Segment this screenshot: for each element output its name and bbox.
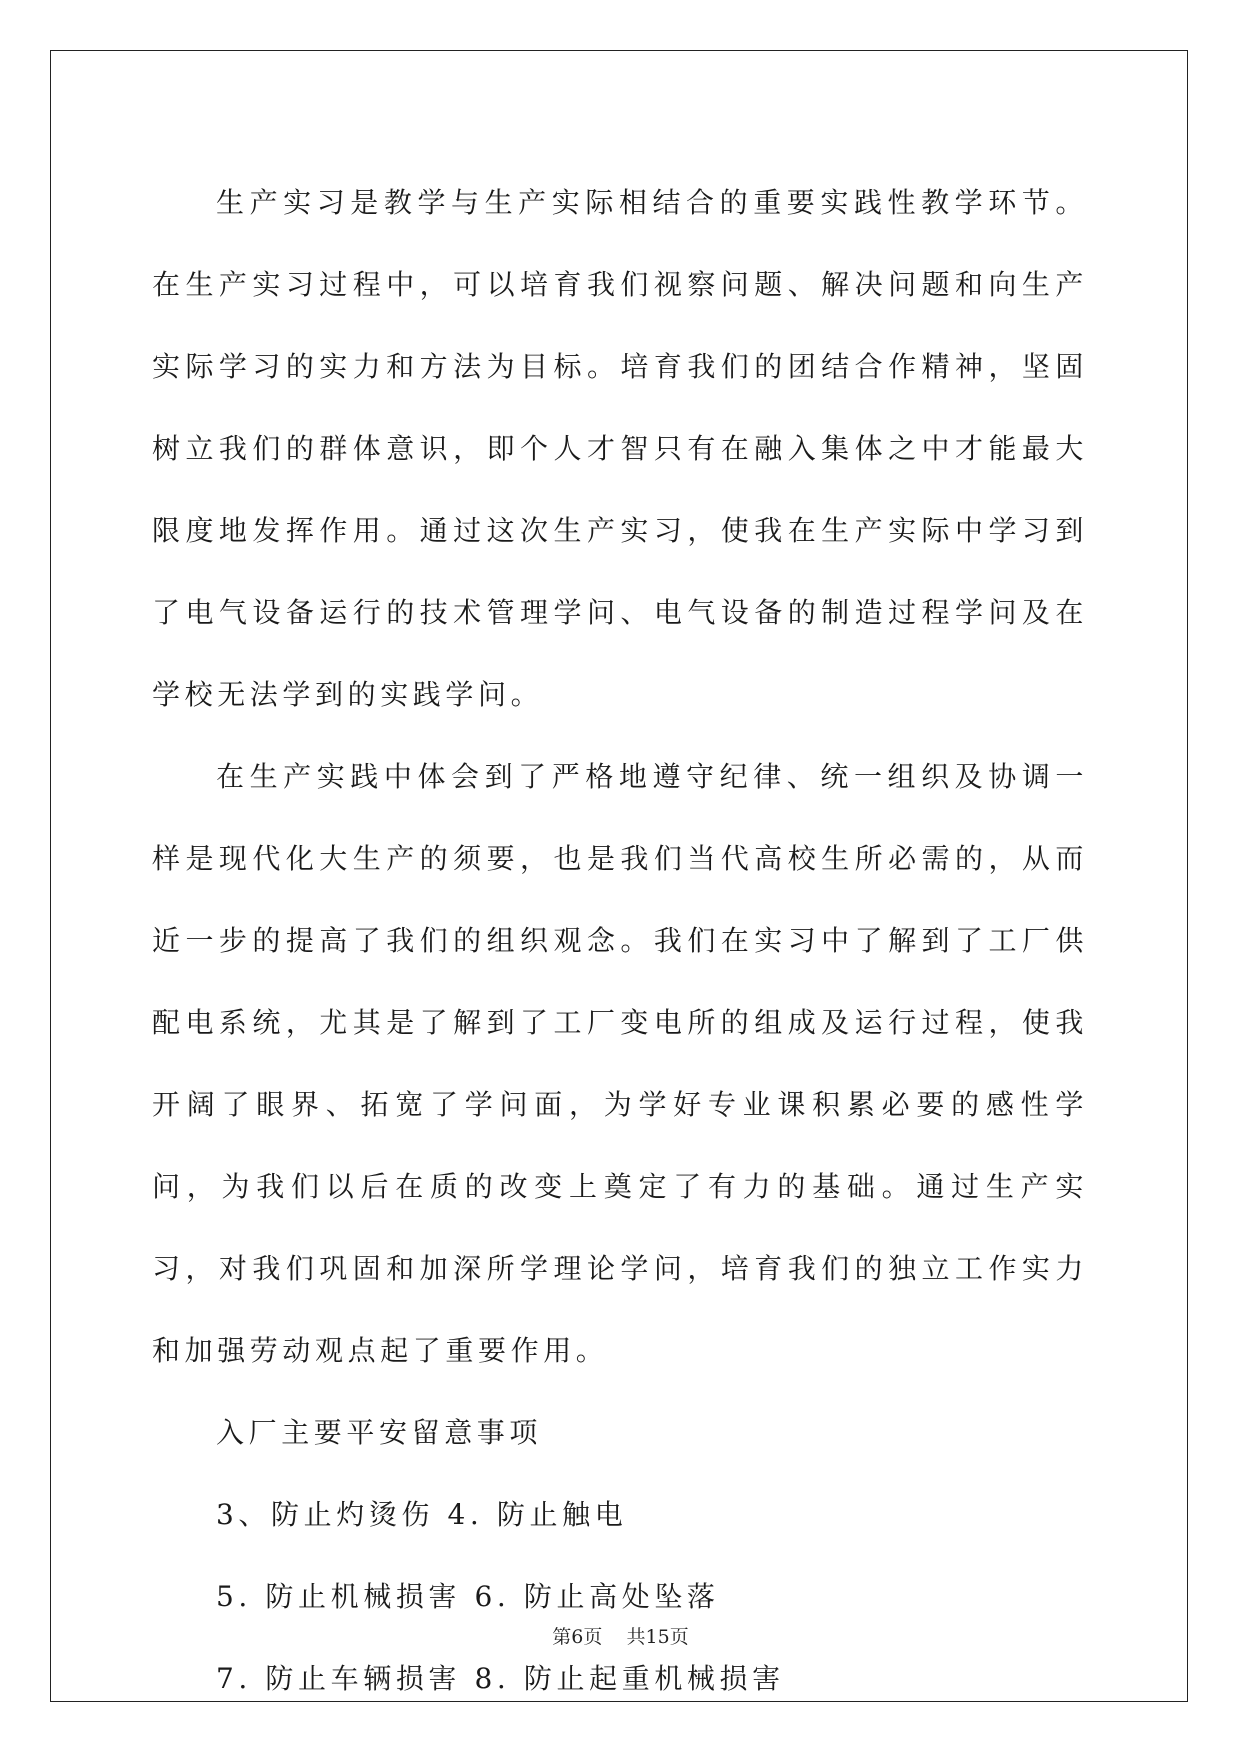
safety-item-row: 3、防止灼烫伤 4. 防止触电 [216, 1498, 628, 1531]
safety-item-row: 5. 防止机械损害 6. 防止高处坠落 [216, 1580, 720, 1613]
paragraph-internship-purpose: 生产实习是教学与生产实际相结合的重要实践性教学环节。在生产实习过程中，可以培育我们视察问题、解决问题和向生产实际学习的实力和方法为目标。培育我们的团结合作精神，坚固树立我们的群体意识，即个人才智只有在融入集体之中才能最大限度地发挥作用。通过这次生产实习，使我在生产实际中学习到了电气设备运行的技术管理学问、电气设备的制造过程学问及在学校无法学到的实践学问。 [152, 186, 1088, 711]
paragraph-internship-gains: 在生产实践中体会到了严格地遵守纪律、统一组织及协调一样是现代化大生产的须要，也是我们当代高校生所必需的，从而近一步的提高了我们的组织观念。我们在实习中了解到了工厂供配电系统，尤其是了解到了工厂变电所的组成及运行过程，使我开阔了眼界、拓宽了学问面，为学好专业课积累必要的感性学问，为我们以后在质的改变上奠定了有力的基础。通过生产实习，对我们巩固和加深所学理论学问，培育我们的独立工作实力和加强劳动观点起了重要作用。 [152, 760, 1088, 1367]
safety-heading: 入厂主要平安留意事项 [216, 1416, 543, 1449]
document-body [152, 162, 1088, 1720]
page-number-footer: 第6页 共15页 [552, 1626, 689, 1648]
safety-item-row: 7. 防止车辆损害 8. 防止起重机械损害 [216, 1662, 785, 1695]
